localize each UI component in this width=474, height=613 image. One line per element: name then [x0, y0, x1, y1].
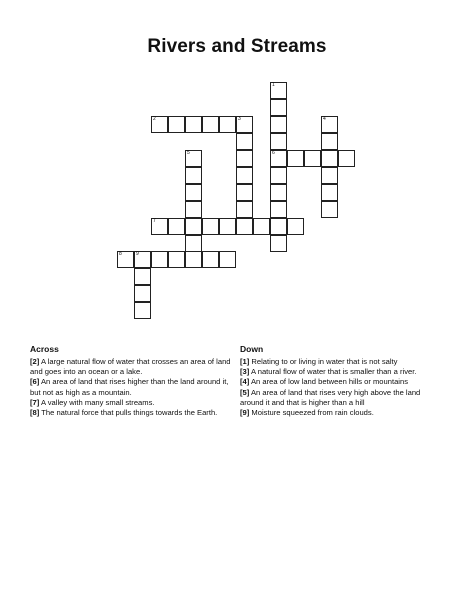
across-clue: [2] A large natural flow of water that crosses an area of land and goes into an ocean or a lake. — [30, 357, 231, 377]
grid-cell[interactable] — [236, 201, 253, 218]
across-heading: Across — [30, 344, 59, 354]
grid-cell[interactable] — [321, 201, 338, 218]
clue-number-5: 5 — [187, 150, 190, 156]
grid-cell[interactable] — [236, 150, 253, 167]
down-clue: [5] An area of land that rises very high above the land around it and that is higher than a hill — [240, 387, 421, 407]
grid-cell[interactable] — [270, 218, 287, 235]
grid-cell[interactable] — [236, 133, 253, 150]
down-clue: [9] Moisture squeezed from rain clouds. — [240, 408, 374, 418]
grid-cell[interactable] — [185, 218, 202, 235]
clue-number-6: 6 — [272, 150, 275, 156]
grid-cell[interactable] — [236, 184, 253, 201]
grid-cell[interactable] — [202, 218, 219, 235]
grid-cell[interactable] — [185, 167, 202, 184]
grid-cell[interactable] — [270, 167, 287, 184]
grid-cell[interactable] — [219, 251, 236, 268]
grid-cell[interactable] — [202, 251, 219, 268]
across-clue: [8] The natural force that pulls things towards the Earth. — [30, 408, 218, 418]
grid-cell[interactable] — [202, 116, 219, 133]
clue-number-1: 1 — [272, 82, 275, 88]
grid-cell[interactable] — [185, 235, 202, 252]
grid-cell[interactable] — [168, 116, 185, 133]
grid-cell[interactable] — [185, 201, 202, 218]
down-heading: Down — [240, 344, 264, 354]
grid-cell[interactable] — [270, 150, 287, 167]
clue-number-7: 7 — [153, 218, 156, 224]
grid-cell[interactable] — [185, 251, 202, 268]
across-clue: [7] A valley with many small streams. — [30, 397, 155, 407]
grid-cell[interactable] — [270, 82, 287, 99]
clue-number-2: 2 — [153, 116, 156, 122]
grid-cell[interactable] — [168, 251, 185, 268]
grid-cell[interactable] — [321, 167, 338, 184]
grid-cell[interactable] — [270, 99, 287, 116]
grid-cell[interactable] — [134, 251, 151, 268]
across-clue-list — [30, 357, 235, 418]
clue-number-3: 3 — [238, 116, 241, 122]
grid-cell[interactable] — [321, 184, 338, 201]
grid-cell[interactable] — [270, 133, 287, 150]
grid-cell[interactable] — [219, 218, 236, 235]
grid-cell[interactable] — [151, 218, 168, 235]
clue-number-8: 8 — [119, 251, 122, 257]
grid-cell[interactable] — [321, 150, 338, 167]
grid-cell[interactable] — [287, 150, 304, 167]
clue-number-4: 4 — [323, 116, 326, 122]
grid-cell[interactable] — [185, 150, 202, 167]
down-clue: [4] An area of low land between hills or mountains — [240, 377, 409, 387]
grid-cell[interactable] — [151, 251, 168, 268]
grid-cell[interactable] — [287, 218, 304, 235]
grid-cell[interactable] — [219, 116, 236, 133]
down-clue-list — [240, 357, 445, 418]
grid-cell[interactable] — [151, 116, 168, 133]
grid-cell[interactable] — [185, 116, 202, 133]
grid-cell[interactable] — [236, 167, 253, 184]
grid-cell[interactable] — [117, 251, 134, 268]
grid-cell[interactable] — [253, 218, 270, 235]
grid-cell[interactable] — [270, 184, 287, 201]
grid-cell[interactable] — [134, 302, 151, 319]
grid-cell[interactable] — [270, 235, 287, 252]
grid-cell[interactable] — [270, 201, 287, 218]
grid-cell[interactable] — [134, 285, 151, 302]
grid-cell[interactable] — [338, 150, 355, 167]
grid-cell[interactable] — [168, 218, 185, 235]
page-title: Rivers and Streams — [147, 36, 327, 57]
clue-number-9: 9 — [136, 251, 139, 257]
grid-cell[interactable] — [304, 150, 321, 167]
grid-cell[interactable] — [236, 218, 253, 235]
grid-cell[interactable] — [236, 116, 253, 133]
grid-cell[interactable] — [134, 268, 151, 285]
across-clue: [6] An area of land that rises higher than the land around it, but not as high as a mountain. — [30, 377, 229, 397]
down-clue: [3] A natural flow of water that is smaller than a river. — [240, 367, 417, 377]
grid-cell[interactable] — [270, 116, 287, 133]
down-clue: [1] Relating to or living in water that is not salty — [240, 357, 398, 366]
grid-cell[interactable] — [185, 184, 202, 201]
grid-cell[interactable] — [321, 116, 338, 133]
grid-cell[interactable] — [321, 133, 338, 150]
